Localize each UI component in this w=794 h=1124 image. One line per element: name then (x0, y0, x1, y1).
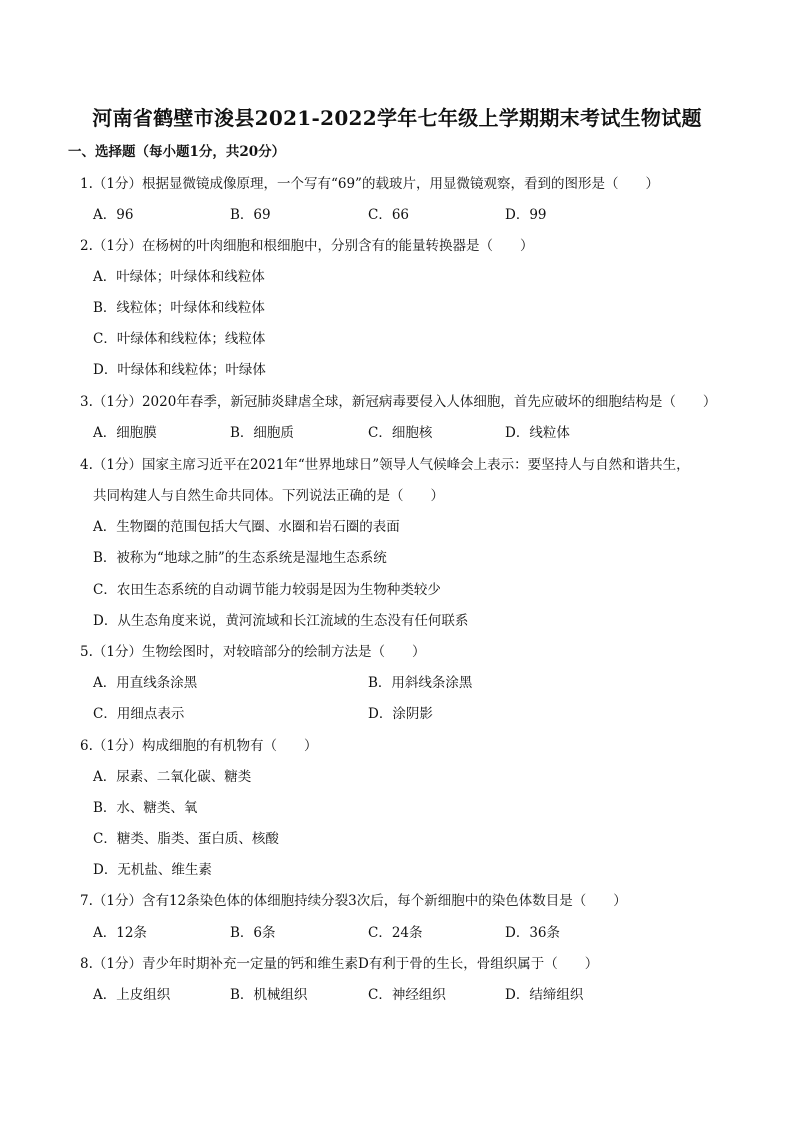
question-7-option-c: C．24条 (368, 925, 423, 941)
question-8-option-a: A．上皮组织 (93, 987, 171, 1003)
question-1-option-d: D．99 (505, 207, 547, 223)
question-6-option-a: A．尿素、二氧化碳、糖类 (93, 769, 252, 785)
question-5-option-a: A．用直线条涂黑 (93, 675, 198, 691)
question-3-stem: 3.（1分）2020年春季，新冠肺炎肆虐全球，新冠病毒要侵入人体细胞，首先应破坏的细胞结构是（ ） (80, 394, 717, 410)
question-2-option-a: A．叶绿体；叶绿体和线粒体 (93, 269, 265, 285)
question-4-stem-continued: 共同构建人与自然生命共同体。下列说法正确的是（ ） (93, 488, 444, 504)
question-3-option-d: D．线粒体 (505, 425, 570, 441)
question-2-stem: 2.（1分）在杨树的叶肉细胞和根细胞中，分别含有的能量转换器是（ ） (80, 238, 534, 254)
question-3-option-c: C．细胞核 (368, 425, 433, 441)
question-1-option-a: A．96 (93, 207, 134, 223)
question-2-option-c: C．叶绿体和线粒体；线粒体 (93, 331, 266, 347)
question-5-option-c: C．用细点表示 (93, 706, 185, 722)
question-5-option-b: B．用斜线条涂黑 (368, 675, 473, 691)
question-1-option-b: B．69 (230, 207, 271, 223)
question-6-option-c: C．糖类、脂类、蛋白质、核酸 (93, 831, 279, 847)
question-6-option-d: D．无机盐、维生素 (93, 862, 212, 878)
question-8-option-c: C．神经组织 (368, 987, 446, 1003)
question-5-stem: 5.（1分）生物绘图时，对较暗部分的绘制方法是（ ） (80, 644, 426, 660)
question-2-option-d: D．叶绿体和线粒体；叶绿体 (93, 362, 266, 378)
question-1-stem: 1.（1分）根据显微镜成像原理，一个写有“69”的载玻片，用显微镜观察，看到的图形是（ ） (80, 176, 659, 192)
question-8-option-d: D．结缔组织 (505, 987, 584, 1003)
question-7-option-b: B．6条 (230, 925, 276, 941)
question-3-option-a: A．细胞膜 (93, 425, 157, 441)
section-heading: 一、选择题（每小题1分，共20分） (68, 144, 286, 160)
question-4-option-c: C．农田生态系统的自动调节能力较弱是因为生物种类较少 (93, 582, 441, 598)
question-2-option-b: B．线粒体；叶绿体和线粒体 (93, 300, 265, 316)
question-6-stem: 6.（1分）构成细胞的有机物有（ ） (80, 738, 318, 754)
question-5-option-d: D．涂阴影 (368, 706, 433, 722)
question-4-option-b: B．被称为“地球之肺”的生态系统是湿地生态系统 (93, 550, 387, 566)
question-7-option-a: A．12条 (93, 925, 147, 941)
page-title: 河南省鹤壁市浚县2021-2022学年七年级上学期期末考试生物试题 (92, 106, 702, 130)
question-4-option-d: D．从生态角度来说，黄河流域和长江流域的生态没有任何联系 (93, 613, 469, 629)
question-3-option-b: B．细胞质 (230, 425, 294, 441)
question-1-option-c: C．66 (368, 207, 410, 223)
question-7-option-d: D．36条 (505, 925, 561, 941)
question-4-option-a: A．生物圈的范围包括大气圈、水圈和岩石圈的表面 (93, 519, 400, 535)
question-7-stem: 7.（1分）含有12条染色体的体细胞持续分裂3次后，每个新细胞中的染色体数目是（ ） (80, 893, 627, 909)
question-4-stem: 4.（1分）国家主席习近平在2021年“世界地球日”领导人气候峰会上表示：要坚持人与自然和谐共生， (80, 457, 690, 473)
question-8-option-b: B．机械组织 (230, 987, 308, 1003)
question-6-option-b: B．水、糖类、氧 (93, 800, 198, 816)
question-8-stem: 8.（1分）青少年时期补充一定量的钙和维生素D有利于骨的生长，骨组织属于（ ） (80, 956, 599, 972)
